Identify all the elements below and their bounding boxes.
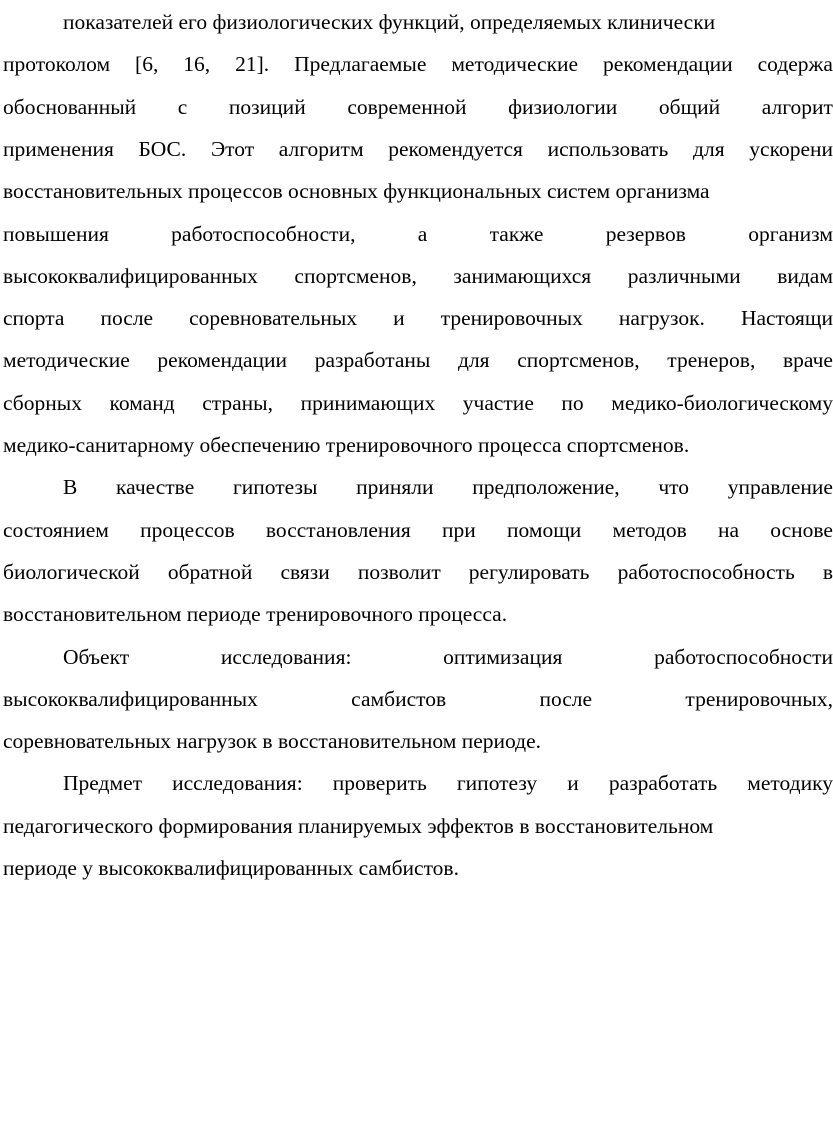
word: процессов [140, 517, 235, 542]
word: тренировочных [440, 306, 583, 331]
word: враче [782, 348, 833, 373]
word: нагрузок. [618, 306, 705, 331]
word: рекомендации [157, 348, 288, 373]
word: Этот [210, 136, 255, 161]
line-text: показателей его физиологических функций, определяемых клинически [63, 10, 716, 34]
word: принимающих [300, 390, 436, 415]
word: В [63, 475, 78, 500]
word: резервов [605, 221, 686, 246]
word: различными [627, 263, 741, 288]
word: сборных [3, 390, 82, 415]
text-line [3, 218, 833, 250]
word: занимающихся [453, 263, 592, 288]
word: страны, [202, 390, 274, 415]
word: содержа [757, 52, 833, 77]
word: и [567, 771, 579, 796]
text-line [63, 641, 833, 673]
word: современной [347, 94, 467, 119]
word: состоянием [3, 517, 109, 542]
word: при [442, 517, 476, 542]
word: проверить [332, 771, 427, 796]
word: по [561, 390, 584, 415]
word: методические [451, 52, 579, 77]
word: спортсменов, [294, 263, 417, 288]
word: рекомендации [603, 52, 733, 77]
word: высококвалифицированных [3, 686, 258, 711]
word: ускорени [749, 136, 833, 161]
word: для [693, 136, 725, 161]
word: обратной [167, 559, 253, 584]
word: высококвалифицированных [3, 263, 258, 288]
word: после [539, 686, 593, 711]
word: основе [770, 517, 833, 542]
word: качестве [116, 475, 195, 500]
word: работоспособности [654, 644, 833, 669]
word: 21]. [235, 52, 270, 77]
word: соревновательных [189, 306, 358, 331]
word: Предмет [63, 771, 143, 796]
word: протоколом [3, 52, 111, 77]
word: приняли [356, 475, 434, 500]
word: физиологии [508, 94, 618, 119]
word: работоспособности, [171, 221, 356, 246]
word: Объект [63, 644, 130, 669]
word: методов [612, 517, 687, 542]
word: помощи [507, 517, 582, 542]
word: регулировать [468, 559, 590, 584]
word: разработаны [314, 348, 431, 373]
text-line [63, 6, 833, 38]
word: обоснованный [3, 94, 137, 119]
text-line [3, 133, 833, 165]
word: работоспособность [617, 559, 795, 584]
text-line [3, 514, 833, 546]
word: а [417, 221, 428, 246]
word: управление [727, 475, 833, 500]
word: также [489, 221, 544, 246]
word: с [177, 94, 188, 119]
word: применения [3, 136, 114, 161]
word: БОС. [138, 136, 187, 161]
line-text: соревновательных нагрузок в восстановительном периоде. [3, 729, 542, 754]
word: участие [462, 390, 534, 415]
word: 16, [183, 52, 211, 77]
text-line [3, 725, 833, 757]
word: общий [658, 94, 721, 119]
word: на [718, 517, 740, 542]
text-line [3, 91, 833, 123]
text-line [3, 852, 833, 884]
word: восстановления [265, 517, 411, 542]
word: связи [280, 559, 330, 584]
word: алгоритм [278, 136, 364, 161]
text-line [3, 48, 833, 80]
line-text: периоде у высококвалифицированных самбистов. [3, 856, 459, 880]
word: биологической [3, 559, 140, 584]
text-line [3, 429, 833, 461]
line-text: медико-санитарному обеспечению тренировочного процесса спортсменов. [3, 433, 690, 457]
text-line [63, 471, 833, 503]
word: позиций [228, 94, 306, 119]
word: медико-биологическому [611, 390, 833, 415]
word: что [658, 475, 690, 500]
line-text: восстановительных процессов основных функциональных систем организма [3, 179, 710, 204]
line-text: педагогического формирования планируемых эффектов в восстановительном [3, 813, 714, 838]
word: тренеров, [667, 348, 756, 373]
word: методические [3, 348, 130, 373]
word: позволит [357, 559, 441, 584]
line-text: восстановительном периоде тренировочного процесса. [3, 602, 508, 627]
text-line [3, 387, 833, 419]
word: для [458, 348, 490, 373]
text-line [63, 767, 833, 799]
word: использовать [547, 136, 669, 161]
word: Настоящи [740, 306, 833, 331]
word: [6, [135, 52, 159, 77]
word: исследования: [220, 644, 352, 669]
word: разработать [608, 771, 718, 796]
word: гипотезы [232, 475, 318, 500]
word: команд [109, 390, 175, 415]
text-line [3, 556, 833, 588]
text-line [3, 683, 833, 715]
word: алгорит [761, 94, 833, 119]
word: спортсменов, [517, 348, 640, 373]
word: исследования: [172, 771, 303, 796]
text-line [3, 302, 833, 334]
word: оптимизация [443, 644, 563, 669]
text-line [3, 260, 833, 292]
word: тренировочных, [685, 686, 833, 711]
word: самбистов [351, 686, 447, 711]
word: спорта [3, 306, 65, 331]
text-line [3, 810, 833, 842]
word: и [393, 306, 405, 331]
text-line [3, 344, 833, 376]
text-line [3, 598, 833, 630]
word: Предлагаемые [294, 52, 427, 77]
word: предположение, [472, 475, 620, 500]
word: методику [747, 771, 833, 796]
word: после [100, 306, 154, 331]
text-line [3, 175, 833, 207]
word: рекомендуется [388, 136, 523, 161]
word: в [822, 559, 833, 584]
word: организм [748, 221, 833, 246]
word: видам [777, 263, 833, 288]
word: повышения [3, 221, 109, 246]
word: гипотезу [456, 771, 538, 796]
